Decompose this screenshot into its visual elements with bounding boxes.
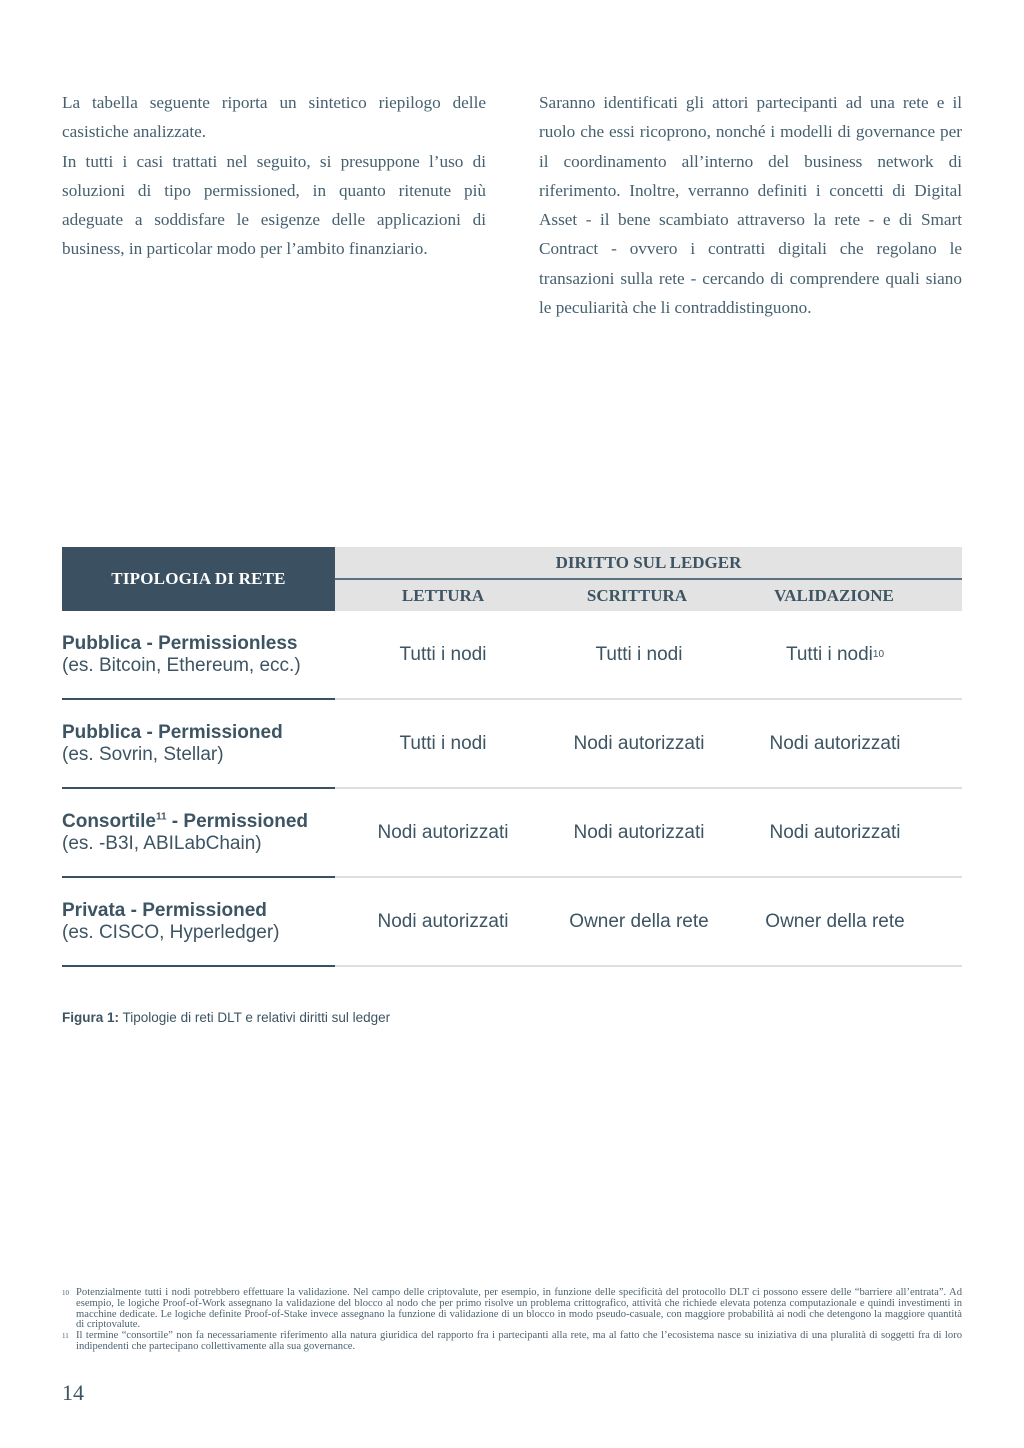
table-row — [62, 789, 962, 878]
footnote-text: Potenzialmente tutti i nodi potrebbero effettuare la validazione. Nel campo delle criptovalute, per esempio, in funzione delle specificità del protocollo DLT ci possono essere delle “barriere all’entrata”. Ad esempio, le logiche Proof-of-Work assegnano la validazione del blocco al nodo che per primo risolve un problema crittografico, attività che richiede elevata potenza computazionale e quindi investimenti in macchine dedicate. Le logiche definite Proof-of-Stake invece assegnano la funzione di validazione di un blocco in modo pseudo-casuale, con maggiore probabilità ai nodi che detengono la maggiore quantità di criptovalute. — [76, 1287, 962, 1331]
header-lettura: LETTURA — [401, 585, 485, 605]
network-examples: (es. CISCO, Hyperledger) — [62, 921, 280, 943]
validazione-cell: Nodi autorizzati — [769, 732, 901, 754]
lettura-cell: Tutti i nodi — [399, 643, 487, 665]
network-type-name — [62, 633, 335, 655]
caption-text: Tipologie di reti DLT e relativi diritti sul ledger — [122, 1010, 391, 1025]
validazione-cell: Owner della rete — [765, 910, 905, 932]
network-name: Privata - Permissioned — [62, 899, 267, 921]
table-header — [62, 547, 962, 611]
network-name-suffix: - Permissioned — [166, 810, 309, 832]
header-group-ledger-rights: DIRITTO SUL LEDGER — [555, 552, 742, 572]
network-type-cell — [62, 789, 335, 876]
footnote-ref-11[interactable]: 11 — [155, 811, 167, 823]
intro-right-column — [539, 88, 962, 322]
row-rule-dark — [62, 965, 335, 967]
network-type-cell — [62, 611, 335, 698]
intro-paragraph: In tutti i casi trattati nel seguito, si presuppone l’uso di soluzioni di tipo permissioned, in quanto ritenute più adeguate a soddisfare le esigenze delle applicazioni di business, in particolar modo per l’ambito finanziario. — [62, 151, 486, 259]
footnote-number: 10 — [62, 1289, 69, 1297]
validazione-value: Tutti i nodi — [785, 643, 873, 665]
footnote — [62, 1288, 962, 1331]
header-ledger-rights — [335, 547, 962, 611]
network-type-cell — [62, 700, 335, 787]
network-name: Pubblica - Permissioned — [62, 721, 283, 743]
lettura-cell: Tutti i nodi — [399, 732, 487, 754]
lettura-cell: Nodi autorizzati — [377, 821, 509, 843]
footnote-number: 11 — [62, 1332, 69, 1341]
header-validazione: VALIDAZIONE — [774, 585, 894, 605]
network-name: Consortile — [62, 810, 156, 832]
network-type-name — [62, 900, 335, 922]
network-type-cell — [62, 878, 335, 965]
network-examples: (es. Sovrin, Stellar) — [62, 743, 224, 765]
header-scrittura: SCRITTURA — [586, 585, 688, 605]
page-number: 14 — [62, 1380, 84, 1405]
table-row — [62, 700, 962, 789]
lettura-cell: Nodi autorizzati — [377, 910, 509, 932]
network-type-name — [62, 811, 335, 833]
header-divider — [335, 578, 962, 580]
scrittura-cell: Nodi autorizzati — [573, 732, 705, 754]
footnote — [62, 1331, 962, 1353]
validazione-cell: Tutti i nodi 10 — [785, 643, 885, 665]
intro-paragraph: La tabella seguente riporta un sintetico riepilogo delle casistiche analizzate. — [62, 93, 486, 142]
scrittura-cell: Tutti i nodi — [595, 643, 683, 665]
network-type-name — [62, 722, 335, 744]
footnotes — [62, 1288, 962, 1353]
scrittura-cell: Owner della rete — [569, 910, 709, 932]
network-examples: (es. -B3I, ABILabChain) — [62, 832, 262, 854]
intro-paragraph: Saranno identificati gli attori partecipanti ad una rete e il ruolo che essi ricoprono, nonché i modelli di governance per il coordinamento all’interno del business network di riferimento. Inoltre, verranno definiti i concetti di Digital Asset - il bene scambiato attraverso la rete - e di Smart Contract - ovvero i contratti digitali che regolano le transazioni sulla rete - cercando di comprendere quali siano le peculiarità che li contraddistinguono. — [539, 93, 962, 318]
validazione-cell: Nodi autorizzati — [769, 821, 901, 843]
figure-caption — [62, 1010, 390, 1025]
footnote-text: Il termine “consortile” non fa necessariamente riferimento alla natura giuridica del rapporto fra i partecipanti alla rete, ma al fatto che l’ecosistema nasce su iniziativa di una pluralità di soggetti fra di loro indipendenti che partecipano collettivamente alla sua governance. — [76, 1330, 962, 1352]
row-rule-light — [335, 965, 962, 967]
dlt-network-table — [62, 547, 962, 967]
network-examples: (es. Bitcoin, Ethereum, ecc.) — [62, 654, 301, 676]
network-name: Pubblica - Permissionless — [62, 632, 298, 654]
table-row — [62, 611, 962, 700]
caption-label: Figura 1: — [62, 1010, 120, 1025]
table-row — [62, 878, 962, 967]
scrittura-cell: Nodi autorizzati — [573, 821, 705, 843]
header-network-type: TIPOLOGIA DI RETE — [62, 547, 335, 611]
intro-left-column — [62, 88, 486, 264]
